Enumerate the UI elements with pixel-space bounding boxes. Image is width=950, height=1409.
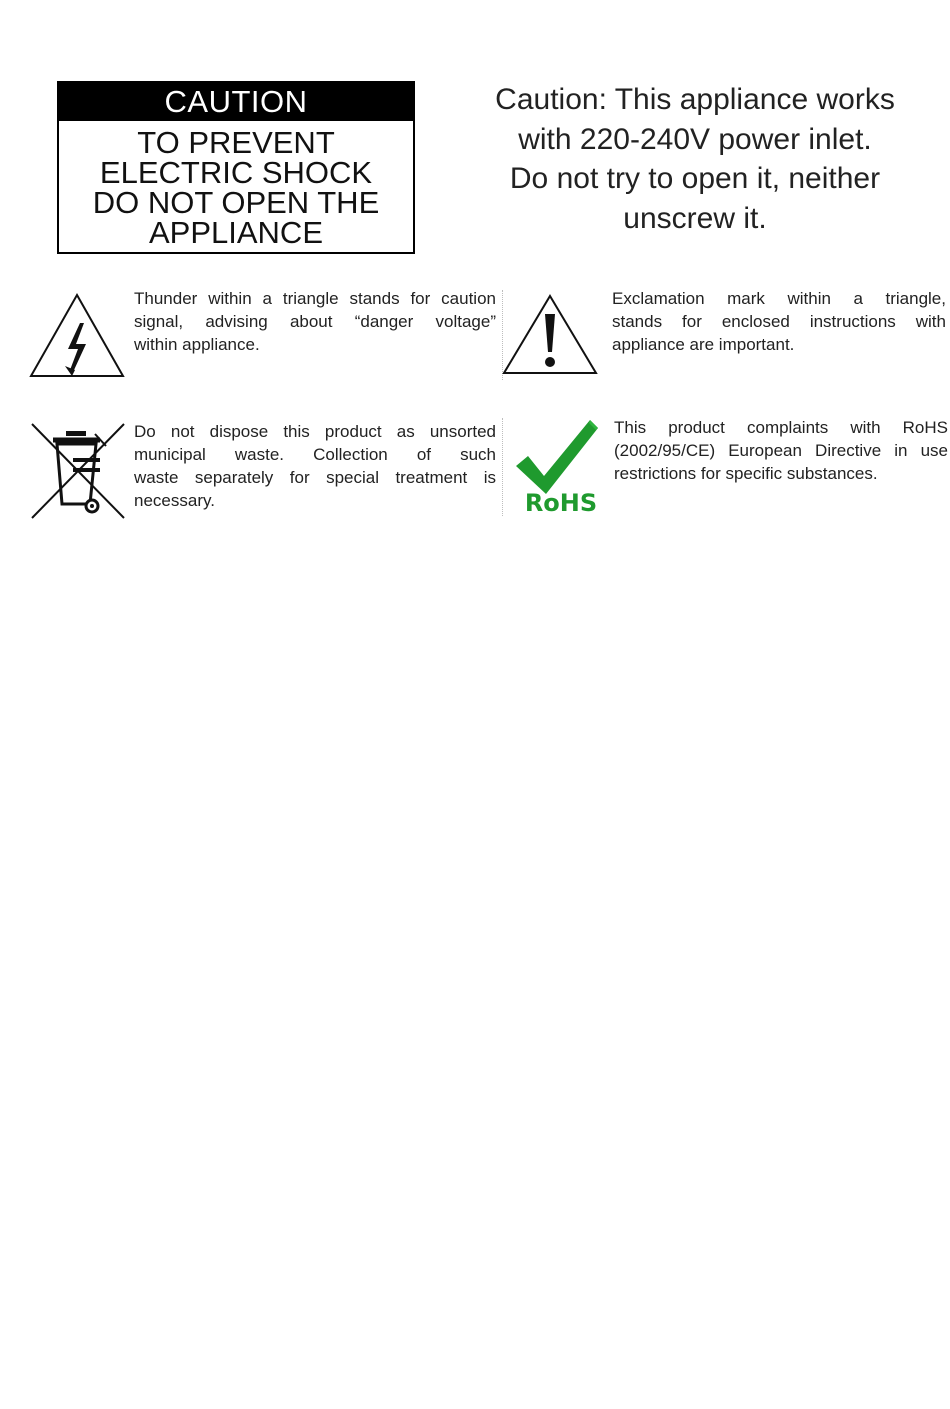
divider	[502, 418, 503, 516]
caution-note-line: unscrew it.	[623, 201, 767, 235]
rohs-logo-text: RoHS	[524, 489, 598, 516]
weee-description	[134, 420, 496, 512]
lightning-triangle-icon	[28, 290, 126, 380]
exclamation-line: appliance are important.	[612, 335, 795, 354]
rohs-check-icon	[506, 416, 610, 516]
rohs-description	[614, 416, 948, 485]
caution-note-line: with 220-240V power inlet.	[518, 122, 872, 156]
thunder-line: within appliance.	[134, 335, 260, 354]
rohs-line: This product complaints with RoHS	[614, 418, 948, 437]
caution-line: DO NOT OPEN THE	[92, 185, 380, 220]
caution-voltage-note	[470, 80, 920, 238]
rohs-line: restrictions for specific substances.	[614, 464, 878, 483]
exclamation-description	[612, 287, 946, 356]
caution-label-box	[57, 81, 415, 254]
caution-line: ELECTRIC SHOCK	[99, 155, 373, 190]
thunder-description	[134, 287, 496, 356]
caution-line: TO PREVENT	[137, 125, 335, 160]
rohs-line: (2002/95/CE) European Directive in use	[614, 441, 948, 460]
caution-header: CAUTION	[59, 83, 413, 121]
caution-note-line: Do not try to open it, neither	[509, 162, 881, 195]
weee-line: necessary.	[134, 491, 215, 510]
caution-body	[59, 121, 413, 248]
exclamation-line: stands for enclosed instructions with	[612, 312, 946, 331]
caution-note-line: Caution: This appliance works	[495, 83, 895, 116]
exclamation-triangle-icon	[502, 292, 598, 376]
weee-line: Do not dispose this product as unsorted	[134, 422, 496, 441]
weee-line: municipal waste. Collection of such	[134, 445, 496, 464]
weee-line: waste separately for special treatment is	[134, 468, 496, 487]
thunder-line: signal, advising about “danger voltage”	[134, 312, 496, 331]
caution-line: APPLIANCE	[148, 215, 323, 250]
crossed-bin-icon	[28, 422, 128, 522]
thunder-line: Thunder within a triangle stands for caution	[134, 289, 496, 308]
exclamation-line: Exclamation mark within a triangle,	[612, 289, 946, 308]
